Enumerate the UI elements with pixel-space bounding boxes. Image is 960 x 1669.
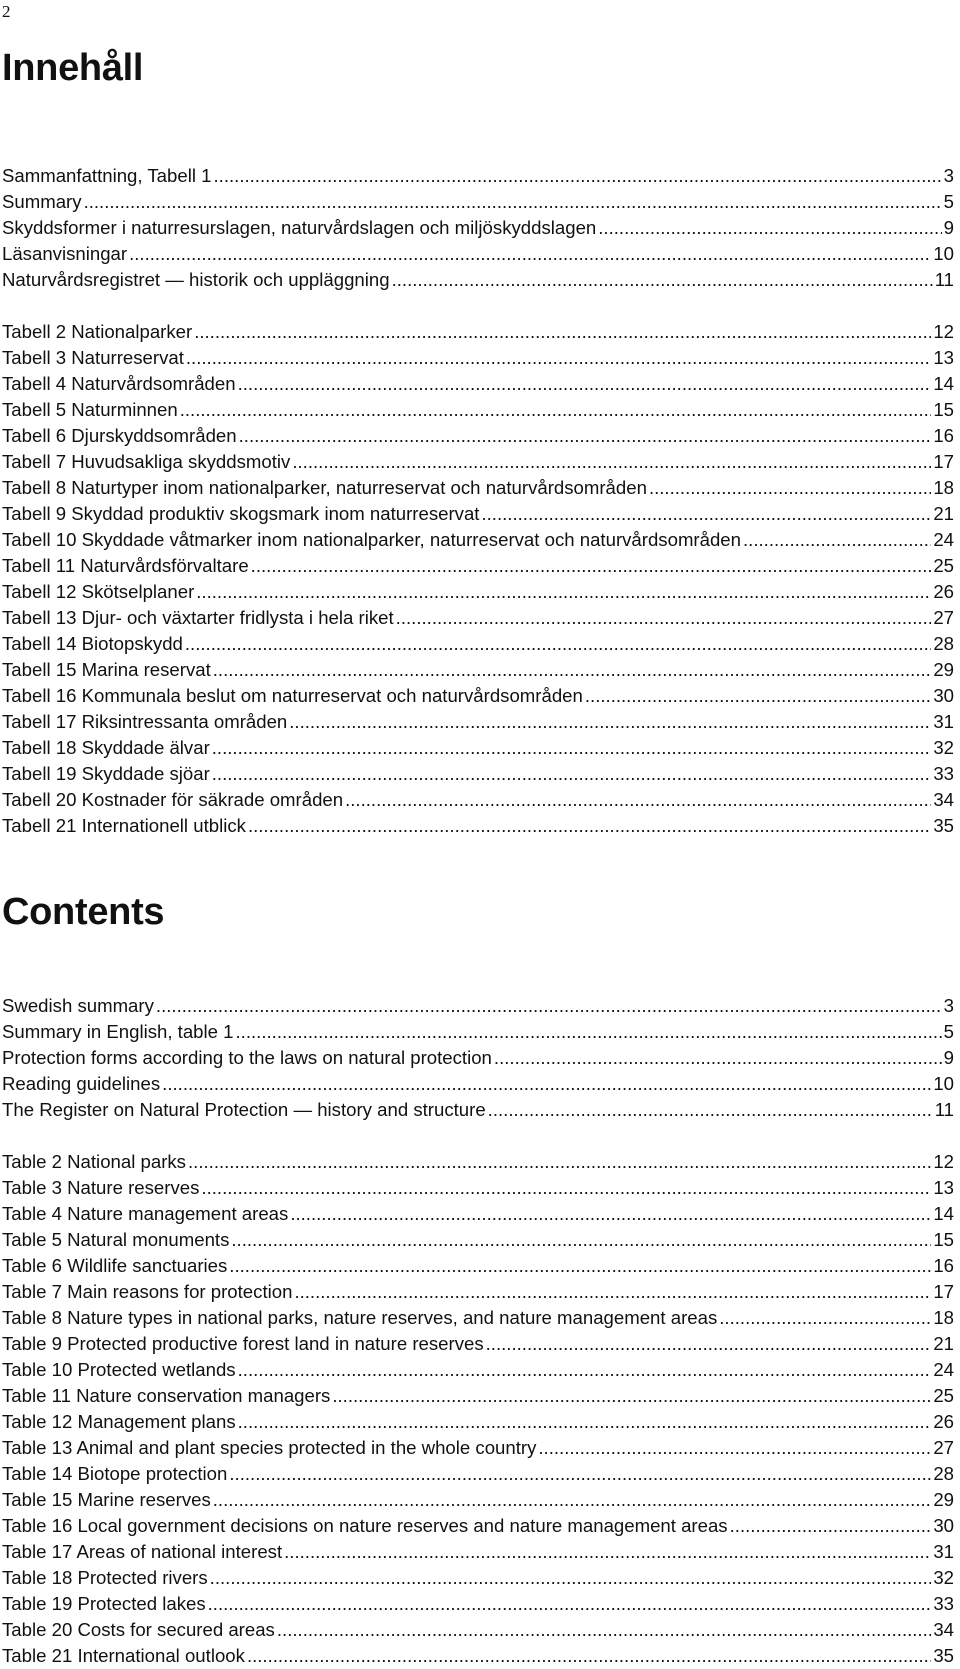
dot-leader <box>649 475 931 501</box>
toc-entry[interactable] <box>2 1539 954 1565</box>
toc-entry[interactable] <box>2 1643 954 1669</box>
toc-entry-title: Table 4 Nature management areas <box>2 1203 289 1224</box>
toc-entry-title: Table 12 Management plans <box>2 1411 236 1432</box>
dot-leader <box>396 605 932 631</box>
toc-entry-title: Naturvårdsregistret — historik och uppläggning <box>2 269 390 290</box>
toc-entry[interactable] <box>2 631 954 657</box>
dot-leader <box>538 1435 931 1461</box>
toc-entry[interactable] <box>2 1487 954 1513</box>
toc-entry-title: Tabell 5 Naturminnen <box>2 399 178 420</box>
toc-entry[interactable] <box>2 423 954 449</box>
toc-entry[interactable] <box>2 709 954 735</box>
toc-entry[interactable] <box>2 319 954 345</box>
toc-entry[interactable] <box>2 1097 954 1123</box>
toc-entry[interactable] <box>2 189 954 215</box>
toc-entry-page: 31 <box>933 711 954 732</box>
toc-entry-title: Skyddsformer i naturresurslagen, naturvårdslagen och miljöskyddslagen <box>2 217 597 238</box>
toc-entry-page: 12 <box>933 321 954 342</box>
dot-leader <box>294 1279 931 1305</box>
dot-leader <box>289 709 931 735</box>
toc-entry-page: 26 <box>933 1411 954 1432</box>
toc-entry[interactable] <box>2 1279 954 1305</box>
dot-leader <box>213 163 941 189</box>
dot-leader <box>188 1149 931 1175</box>
toc-entry[interactable] <box>2 1435 954 1461</box>
toc-entry[interactable] <box>2 1253 954 1279</box>
toc-entry-page: 18 <box>933 1307 954 1328</box>
toc-entry-page: 33 <box>933 1593 954 1614</box>
toc-entry-title: Tabell 14 Biotopskydd <box>2 633 183 654</box>
toc-entry[interactable] <box>2 1461 954 1487</box>
dot-leader <box>156 993 942 1019</box>
toc-entry-page: 29 <box>933 659 954 680</box>
toc-entry[interactable] <box>2 163 954 189</box>
toc-entry[interactable] <box>2 1305 954 1331</box>
toc-entry-title: Table 15 Marine reserves <box>2 1489 211 1510</box>
toc-entry-page: 35 <box>933 1645 954 1666</box>
toc-entry[interactable] <box>2 241 954 267</box>
toc-entry-title: Tabell 9 Skyddad produktiv skogsmark inom naturreservat <box>2 503 480 524</box>
dot-leader <box>248 813 931 839</box>
toc-entry-page: 3 <box>943 165 954 186</box>
toc-entry[interactable] <box>2 1409 954 1435</box>
dot-leader <box>236 1019 942 1045</box>
toc-entry-title: Tabell 19 Skyddade sjöar <box>2 763 210 784</box>
toc-entry-title: Table 16 Local government decisions on nature reserves and nature management areas <box>2 1515 728 1536</box>
dot-leader <box>238 1357 932 1383</box>
dot-leader <box>392 267 933 293</box>
toc-entry-page: 11 <box>934 1099 954 1120</box>
toc-entry-title: Table 8 Nature types in national parks, nature reserves, and nature management areas <box>2 1307 718 1328</box>
toc-entry[interactable] <box>2 1357 954 1383</box>
dot-leader <box>494 1045 942 1071</box>
toc-entry[interactable] <box>2 1513 954 1539</box>
toc-entry-page: 30 <box>933 685 954 706</box>
dot-leader <box>239 423 932 449</box>
toc-entry-page: 34 <box>933 1619 954 1640</box>
toc-entry-title: Table 20 Costs for secured areas <box>2 1619 275 1640</box>
toc-entry-title: Sammanfattning, Tabell 1 <box>2 165 212 186</box>
toc-entry[interactable] <box>2 1045 954 1071</box>
dot-leader <box>213 1487 932 1513</box>
toc-entry-title: Tabell 13 Djur- och växtarter fridlysta i hela riket <box>2 607 394 628</box>
toc-entry-page: 33 <box>933 763 954 784</box>
dot-leader <box>585 683 931 709</box>
toc-entry-title: The Register on Natural Protection — history and structure <box>2 1099 486 1120</box>
dot-leader <box>719 1305 931 1331</box>
dot-leader <box>208 1591 932 1617</box>
toc-list-swedish <box>2 163 954 839</box>
section-title-innehall: Innehåll <box>2 47 144 89</box>
toc-entry-title: Table 19 Protected lakes <box>2 1593 206 1614</box>
toc-entry-title: Tabell 10 Skyddade våtmarker inom nationalparker, naturreservat och naturvårdsområden <box>2 529 741 550</box>
toc-entry-page: 14 <box>933 373 954 394</box>
toc-entry-page: 25 <box>933 555 954 576</box>
toc-entry-title: Summary <box>2 191 82 212</box>
toc-entry-title: Table 10 Protected wetlands <box>2 1359 236 1380</box>
toc-list-english <box>2 993 954 1669</box>
dot-leader <box>238 1409 932 1435</box>
toc-entry[interactable] <box>2 397 954 423</box>
toc-entry[interactable] <box>2 1565 954 1591</box>
dot-leader <box>292 449 931 475</box>
dot-leader <box>210 1565 932 1591</box>
toc-entry[interactable] <box>2 1227 954 1253</box>
toc-entry-page: 9 <box>943 1047 954 1068</box>
section-title-contents: Contents <box>2 891 165 933</box>
toc-entry-page: 28 <box>933 1463 954 1484</box>
dot-leader <box>129 241 931 267</box>
toc-entry[interactable] <box>2 1175 954 1201</box>
dot-leader <box>213 657 932 683</box>
toc-entry-title: Läsanvisningar <box>2 243 128 264</box>
toc-entry[interactable] <box>2 553 954 579</box>
toc-entry-title: Table 7 Main reasons for protection <box>2 1281 293 1302</box>
toc-entry[interactable] <box>2 735 954 761</box>
toc-entry[interactable] <box>2 371 954 397</box>
dot-leader <box>277 1617 931 1643</box>
toc-entry-title: Table 13 Animal and plant species protected in the whole country <box>2 1437 537 1458</box>
toc-entry-page: 13 <box>933 347 954 368</box>
dot-leader <box>743 527 931 553</box>
toc-entry-page: 35 <box>933 815 954 836</box>
toc-entry-title: Table 11 Nature conservation managers <box>2 1385 331 1406</box>
toc-entry-page: 27 <box>933 607 954 628</box>
toc-entry-title: Summary in English, table 1 <box>2 1021 234 1042</box>
toc-entry-page: 17 <box>933 1281 954 1302</box>
toc-entry-page: 3 <box>943 995 954 1016</box>
toc-entry[interactable] <box>2 605 954 631</box>
toc-entry-page: 29 <box>933 1489 954 1510</box>
toc-entry-page: 25 <box>933 1385 954 1406</box>
toc-entry-page: 10 <box>933 1073 954 1094</box>
toc-entry-page: 21 <box>933 1333 954 1354</box>
toc-entry[interactable] <box>2 1071 954 1097</box>
toc-entry-title: Table 3 Nature reserves <box>2 1177 200 1198</box>
dot-leader <box>332 1383 931 1409</box>
dot-leader <box>229 1253 931 1279</box>
toc-entry[interactable] <box>2 813 954 839</box>
dot-leader <box>730 1513 932 1539</box>
toc-entry-page: 16 <box>933 425 954 446</box>
toc-entry-page: 17 <box>933 451 954 472</box>
toc-entry-title: Protection forms according to the laws on natural protection <box>2 1047 492 1068</box>
toc-entry-title: Tabell 11 Naturvårdsförvaltare <box>2 555 249 576</box>
toc-entry[interactable] <box>2 761 954 787</box>
dot-leader <box>290 1201 931 1227</box>
toc-entry-title: Tabell 18 Skyddade älvar <box>2 737 210 758</box>
toc-entry-title: Tabell 6 Djurskyddsområden <box>2 425 237 446</box>
toc-entry-title: Tabell 12 Skötselplaner <box>2 581 195 602</box>
toc-entry-title: Swedish summary <box>2 995 154 1016</box>
dot-leader <box>251 553 932 579</box>
toc-entry-title: Table 6 Wildlife sanctuaries <box>2 1255 228 1276</box>
toc-entry-page: 32 <box>933 737 954 758</box>
dot-leader <box>84 189 942 215</box>
toc-entry[interactable] <box>2 1201 954 1227</box>
toc-entry-page: 16 <box>933 1255 954 1276</box>
toc-entry-title: Tabell 8 Naturtyper inom nationalparker, naturreservat och naturvårdsområden <box>2 477 647 498</box>
dot-leader <box>162 1071 931 1097</box>
toc-entry[interactable] <box>2 657 954 683</box>
toc-entry[interactable] <box>2 345 954 371</box>
toc-entry-page: 5 <box>943 1021 954 1042</box>
toc-entry[interactable] <box>2 1617 954 1643</box>
dot-leader <box>247 1643 931 1669</box>
toc-entry-page: 27 <box>933 1437 954 1458</box>
toc-entry-title: Tabell 16 Kommunala beslut om naturreservat och naturvårdsområden <box>2 685 583 706</box>
toc-entry-title: Table 21 International outlook <box>2 1645 245 1666</box>
dot-leader <box>212 735 932 761</box>
toc-entry-page: 30 <box>933 1515 954 1536</box>
dot-leader <box>284 1539 931 1565</box>
toc-entry-title: Table 17 Areas of national interest <box>2 1541 283 1562</box>
toc-entry[interactable] <box>2 1019 954 1045</box>
page-number: 2 <box>2 2 11 21</box>
dot-leader <box>196 579 931 605</box>
toc-entry-page: 28 <box>933 633 954 654</box>
toc-entry-page: 10 <box>933 243 954 264</box>
toc-entry-title: Reading guidelines <box>2 1073 161 1094</box>
toc-entry[interactable] <box>2 579 954 605</box>
toc-entry-title: Tabell 20 Kostnader för säkrade områden <box>2 789 344 810</box>
toc-entry[interactable] <box>2 1383 954 1409</box>
toc-entry-page: 15 <box>933 1229 954 1250</box>
toc-entry-title: Tabell 2 Nationalparker <box>2 321 193 342</box>
dot-leader <box>185 631 931 657</box>
dot-leader <box>481 501 931 527</box>
toc-entry[interactable] <box>2 993 954 1019</box>
toc-entry-page: 5 <box>943 191 954 212</box>
toc-entry-page: 9 <box>943 217 954 238</box>
toc-entry-page: 24 <box>933 1359 954 1380</box>
toc-entry[interactable] <box>2 683 954 709</box>
toc-entry[interactable] <box>2 501 954 527</box>
toc-entry-title: Tabell 17 Riksintressanta områden <box>2 711 288 732</box>
dot-leader <box>238 371 932 397</box>
toc-entry[interactable] <box>2 1591 954 1617</box>
toc-entry[interactable] <box>2 1331 954 1357</box>
toc-entry-page: 32 <box>933 1567 954 1588</box>
toc-entry-page: 13 <box>933 1177 954 1198</box>
dot-leader <box>194 319 931 345</box>
toc-entry-title: Table 18 Protected rivers <box>2 1567 208 1588</box>
toc-entry-page: 18 <box>933 477 954 498</box>
toc-entry-title: Tabell 7 Huvudsakliga skyddsmotiv <box>2 451 291 472</box>
dot-leader <box>345 787 931 813</box>
toc-entry-title: Tabell 4 Naturvårdsområden <box>2 373 236 394</box>
toc-entry-page: 11 <box>934 269 954 290</box>
dot-leader <box>186 345 931 371</box>
dot-leader <box>201 1175 931 1201</box>
toc-entry-title: Table 14 Biotope protection <box>2 1463 228 1484</box>
toc-entry-title: Table 9 Protected productive forest land in nature reserves <box>2 1333 484 1354</box>
toc-entry-page: 31 <box>933 1541 954 1562</box>
toc-entry-page: 15 <box>933 399 954 420</box>
toc-entry-page: 34 <box>933 789 954 810</box>
toc-entry-page: 14 <box>933 1203 954 1224</box>
toc-entry-title: Table 2 National parks <box>2 1151 186 1172</box>
toc-entry-title: Tabell 21 Internationell utblick <box>2 815 246 836</box>
toc-entry[interactable] <box>2 267 954 293</box>
toc-entry-page: 26 <box>933 581 954 602</box>
dot-leader <box>488 1097 933 1123</box>
toc-entry-page: 21 <box>933 503 954 524</box>
toc-entry[interactable] <box>2 787 954 813</box>
toc-entry[interactable] <box>2 1149 954 1175</box>
dot-leader <box>229 1461 931 1487</box>
toc-entry-title: Table 5 Natural monuments <box>2 1229 230 1250</box>
toc-entry-page: 24 <box>933 529 954 550</box>
dot-leader <box>486 1331 932 1357</box>
dot-leader <box>231 1227 931 1253</box>
dot-leader <box>212 761 932 787</box>
dot-leader <box>598 215 941 241</box>
toc-entry-title: Tabell 3 Naturreservat <box>2 347 184 368</box>
toc-entry[interactable] <box>2 527 954 553</box>
toc-entry-title: Tabell 15 Marina reservat <box>2 659 211 680</box>
toc-entry[interactable] <box>2 215 954 241</box>
toc-entry[interactable] <box>2 449 954 475</box>
dot-leader <box>180 397 932 423</box>
toc-entry[interactable] <box>2 475 954 501</box>
toc-entry-page: 12 <box>933 1151 954 1172</box>
